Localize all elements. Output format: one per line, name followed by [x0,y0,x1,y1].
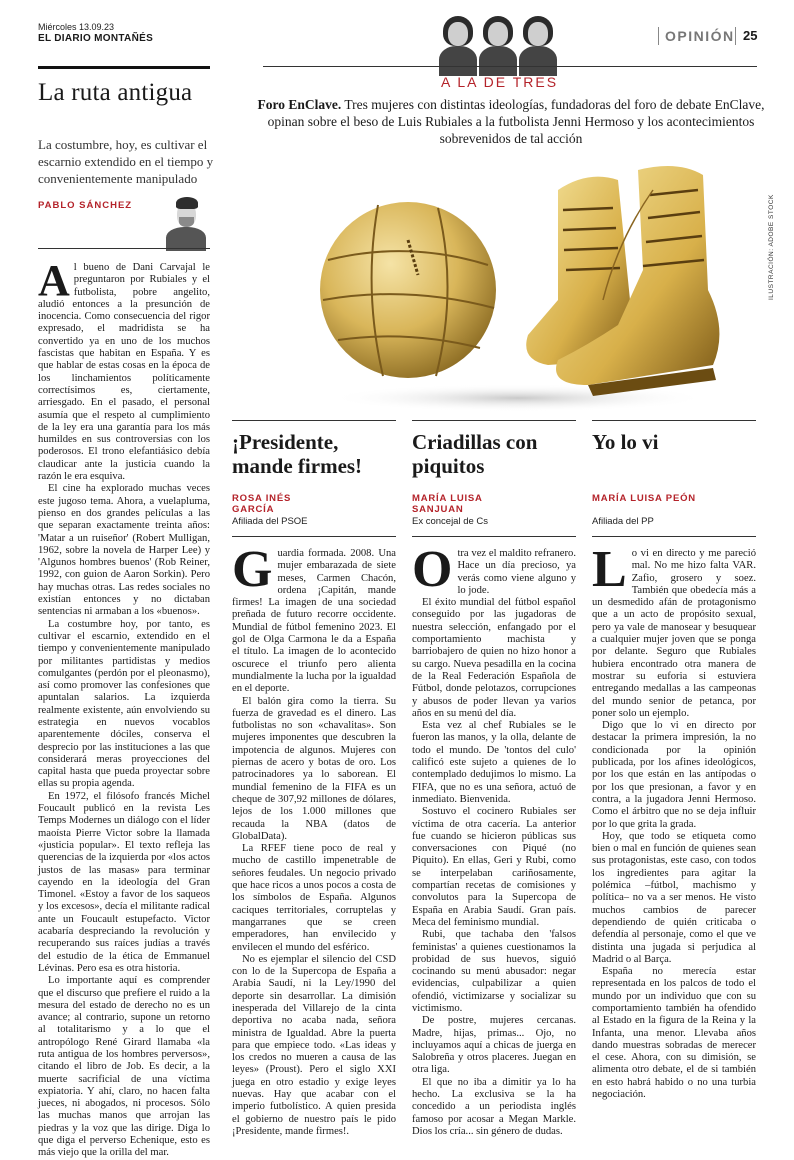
column-paragraph: La costumbre hoy, por tanto, es cultivar el escarnio, extendido en el tiempo y convenientemente manipulado por militantes partidistas y medios comulgantes (perdón por el pleonasmo), así como promover las confesiones que apuntalan salarios. La izquierda realmente existente, aún envolviendo su estrategia en nuevos vocablos aparentemente dóciles, conserva el desprecio por las instituciones a las que considerará meras proyecciones del capital hasta que pueda proyectar sobre ellas su propia agenda. [38,618,210,790]
opinion-3-paragraph: Hoy, que todo se etiqueta como bien o mal en función de quienes sean sus protagonistas, este caso, con todos los ingredientes para agitar la polémica –fútbol, machismo y política– no va a ser menos. He visto muchos cambios de parecer dependiendo de quién criticaba o defendía al personaje, como el que ve distinta una jugada si perjudica al Madrid o al Barça. [592,830,756,965]
opinion-2-paragraph: Sostuvo el cocinero Rubiales ser víctima de otra cacería. La anterior fue cuando se hicieron públicas sus conversaciones con Piqué (no Piquito). En ellas, Geri y Rubi, como se interpelaban cariñosamente, compartían recetas de comisiones y convolutos para la Supercopa de España en Arabia Saudí. Gran país. Meca del feminismo mundial. [412,806,576,928]
series-label: A LA DE TRES [440,74,559,90]
opinion-3-top-rule [592,420,756,421]
opinion-2-paragraph: tra vez el maldito refranero. Hace un día precioso, ya verás como viene alguno y lo jode. [457,548,576,596]
opinion-3-title: Yo lo vi [592,430,659,454]
leather-ball [320,202,496,378]
opinion-1-role: Afiliada del PSOE [232,516,308,527]
opinion-2-paragraph: El éxito mundial del fútbol español conseguido por las jugadoras de nuestra selección, enfangado por el comportamiento machista y barriobajero de quien no hizo honor a su cargo. Nueva pesadilla en la cocina de la Real Federación Española de Fútbol, donde pelotazos, corrupciones y abusos de poder llevan ya varios años en su menú del día. [412,597,576,719]
opinion-3-paragraph: Digo que lo vi en directo por destacar la primera impresión, la no condicionada por la opinión publicada, por los afines ideológicos, por los que están en las antípodas o por los que presionan, a favor y en contra, a la jugadora Jenni Hermoso. Como el árbitro que no se deja influir por lo que grita la grada. [592,720,756,830]
intro-text [250,96,772,147]
section-tag: OPINIÓN [658,27,735,45]
opinion-1-paragraph: La RFEF tiene poco de real y mucho de castillo impenetrable de señores feudales. Un negocio privado que hace ricos a unos pocos a costa de los símbolos de España. Algunos caciques territoriales, corruptelas y mangarranes que se creen emperadores, han envilecido y envilecen el mundo del esférico. [232,843,396,953]
column-paragraph: El cine ha explorado muchas veces este jugoso tema. Ahora, a vuelapluma, pienso en dos grandes películas a las que separan exactamente treinta años: 'Matar a un ruiseñor' (Robert Mulligan, 1962, sobre la novela de Harper Lee) y 'Algunos hombres buenos' (Rob Reiner, 1992, con guion de Aaron Sorkin). Pero hay muchas otras. Las redes sociales no existían entonces y no dictaban sentencias ni armaban a los «buenos». [38,483,210,618]
portrait-author-1 [439,16,477,72]
opinion-3-dropcap: L [592,541,627,598]
opinion-1-top-rule [232,420,396,421]
opinion-3-role: Afiliada del PP [592,516,654,527]
issue-date: Miércoles 13.09.23 [38,22,115,32]
opinion-2-paragraph: Rubi, que tachaba den 'falsos feministas' a quienes cuestionamos la probidad de sus huevos, siguió cocinando su menú abusador: negar evidencias, culpabilizar a quien ofendió, victimizarse y socializar su victimismo. [412,929,576,1014]
newspaper-name: EL DIARIO MONTAÑÉS [38,33,154,44]
opinion-1-dropcap: G [232,541,273,598]
opinion-1-author: ROSA INÉS GARCÍA [232,493,292,515]
opinion-3-author: MARÍA LUISA PEÓN [592,493,696,504]
column-title: La ruta antigua [38,79,193,106]
opinion-2-dropcap: O [412,541,453,598]
opinion-2-paragraph: Esta vez al chef Rubiales se le fueron las manos, y la olla, delante de todo el mundo. De 'tontos del culo' calificó este sujeto a quienes de lo contemplado dedujimos lo mismo. La FIFA, que no es una señora, actuó de inmediato. Bienvenida. [412,720,576,805]
opinion-3-body [592,541,756,1101]
authors-portraits [437,12,559,68]
opinion-2-top-rule [412,420,576,421]
opinion-3-paragraph: España no merecía estar representada en los palcos de todo el mundo por un individuo que con su comportamiento también ha ofendido al Estado en la figura de la Reina y la Infanta, una menor. Llevaba años dando muestras sobradas de merecer el cese. Ahora, con su dimisión, se alimenta otro debate, el de si también en esto habrá habido o no una turbia negociación. [592,966,756,1101]
opinion-2-body [412,541,576,1137]
opinion-2-role: Ex concejal de Cs [412,516,489,527]
opinion-2-author: MARÍA LUISA SANJUAN [412,493,483,515]
image-credit: ILUSTRACIÓN: ADOBE STOCK [768,194,775,300]
opinion-1-title: ¡Presidente, mande firmes! [232,430,363,478]
column-author-avatar [162,195,210,247]
column-paragraph: l bueno de Dani Carvajal le preguntaron por Rubiales y el futbolista, pobre angelito, aludió entonces a la presunción de inocencia. Como consecuencia del rigor expresado, el madridista se ha convertido ya en uno de los muchos fascistas que habitan en España. Y es que hablar de estas cosas en la época de los linchamientos políticamente correctísimos es, ciertamente, arriesgado. En el pasado, el personal asumía que el respeto al cumplimiento de la ley era una garantía para los más humildes en sus controversias con los poderosos. El trono elefantiásico debía claudicar ante la justicia cuando la razón le era esquiva. [38,262,210,483]
opinion-1-paragraph: El balón gira como la tierra. Su fuerza de gravedad es el dinero. Las futbolistas no son «chavalitas». Son mujeres imponentes que descubren la impotencia de algunos. Mujeres con piernas de acero y botas de oro. Los patrocinadores ya lo saborean. El mundial femenino de la FIFA es un cheque de 307,92 millones de dólares, lejos de los 1.000 millones que recauda la NBA (datos de GlobalData). [232,695,396,842]
opinion-1-author-rule [232,536,396,537]
opinion-1-paragraph: uardia formada. 2008. Una mujer embarazada de siete meses, Carmen Chacón, ordena ¡Capitán, mande firmes! La imagen de una sociedad preñada de futuro recorre occidente. Mundial de fútbol femenino 2023. El gol de Olga Carmona le da a España el título. La imagen de lo acontecido oscurece el triunfo pero alienta mundialmente la lucha por la igualdad en el deporte. [232,548,396,695]
opinion-3-author-rule [592,536,756,537]
column-subtitle: La costumbre, hoy, es cultivar el escarnio extendido en el tiempo y convenientemente manipulado [38,137,214,186]
column-body [38,256,210,1159]
opinion-2-paragraph: El que no iba a dimitir ya lo ha hecho. La exclusiva se la ha concedido a un periodista inglés famoso por acosar a Megan Markle. Dios los cría... sin género de dudas. [412,1076,576,1137]
column-paragraph: Lo importante aquí es comprender que el discurso que prefiere el ruido a la mesura del estado de derecho no es un avance; al contrario, supone un retorno al totalitarismo y a lo que el antropólogo René Girard llamaba «la ruta antigua de los hombres perversos», citando el libro de Job. Es decir, a la muerte sacrificial de una víctima expiatoria. Y ahí, claro, no hacen falta jueces, ni abogados, ni procesos. Sólo las muchas manos que arrojan las piedras y la voz que las dirige. Diga lo que diga el perverso Echenique, esto es más viejo que la orilla del mar. [38,975,210,1159]
column-author-rule [38,248,210,249]
football-boots-illustration [258,150,758,412]
portrait-author-2 [479,16,517,72]
column-author: PABLO SÁNCHEZ [38,200,133,211]
header-rule [263,66,757,67]
opinion-1-paragraph: No es ejemplar el silencio del CSD con lo de la Supercopa de España a Arabia Saudí, ni la Ley/1990 del deporte sin desarrollar. La dimisión inesperada del Villarejo de la cinta deportiva no acaba nada, señora ministra de Igualdad. Abre la puerta para que empiece todo. «Las ideas y los credos no mueren a causa de las leyes» (Proust). Pero el siglo XXI juega en otro estadio y exige leyes nuevas. Hay que acabar con el imperio futbolístico. A quien presida el gobierno de nuestro país le pido ¡Presidente, mande firmes!. [232,953,396,1137]
opinion-2-author-rule [412,536,576,537]
column-top-rule [38,66,210,69]
column-dropcap: A [38,256,70,305]
masthead [38,22,238,45]
opinion-2-title: Criadillas con piquitos [412,430,538,478]
column-paragraph: En 1972, el filósofo francés Michel Foucault publicó en la revista Les Temps Modernes un diálogo con el líder maoísta Pierre Victor sobre la llamada «justicia popular». El texto refleja las querencias de la izquierda por «los actos justos de las masas» para terminar cayendo en la ideología del Gran Timonel. «Estoy a favor de los saqueos y los excesos», decía el militante radical ante un Foucault estupefacto. Victor acabaría despreciando la revolución y recuperando sus raíces judías a través del estudio de la ética de Emmanuel Lévinas. Pero esa es otra historia. [38,790,210,974]
intro-lead: Foro EnClave. [257,97,342,112]
intro-body: Tres mujeres con distintas ideologías, fundadoras del foro de debate EnClave, opinan sobre el beso de Luis Rubiales a la futbolista Jenni Hermoso y los acontecimientos sobrevenidos de tal acción [267,97,765,146]
opinion-3-paragraph: o vi en directo y me pareció mal. No me hizo falta VAR. Zafio, grosero y soez. También que obedecía más a un desmedido afán de protagonismo que a un acto de propósito sexual, pero ya vale de manosear y besuquear a cualquier mujer joven que se ponga por delante. Seguro que Rubiales hubiera encontrado otra manera de mostrar su euforia si estuviera entregando medallas a las campeonas del mundo senior de petanca, por poner solo un ejemplo. [592,548,756,719]
opinion-2-paragraph: De postre, mujeres cercanas. Madre, hijas, primas... Ojo, no incluyamos aquí a chicas de juerga en Salobreña y otros placeres. Juegan en otra liga. [412,1015,576,1076]
portrait-author-3 [519,16,557,72]
page-number: 25 [735,27,757,45]
opinion-1-body [232,541,396,1137]
